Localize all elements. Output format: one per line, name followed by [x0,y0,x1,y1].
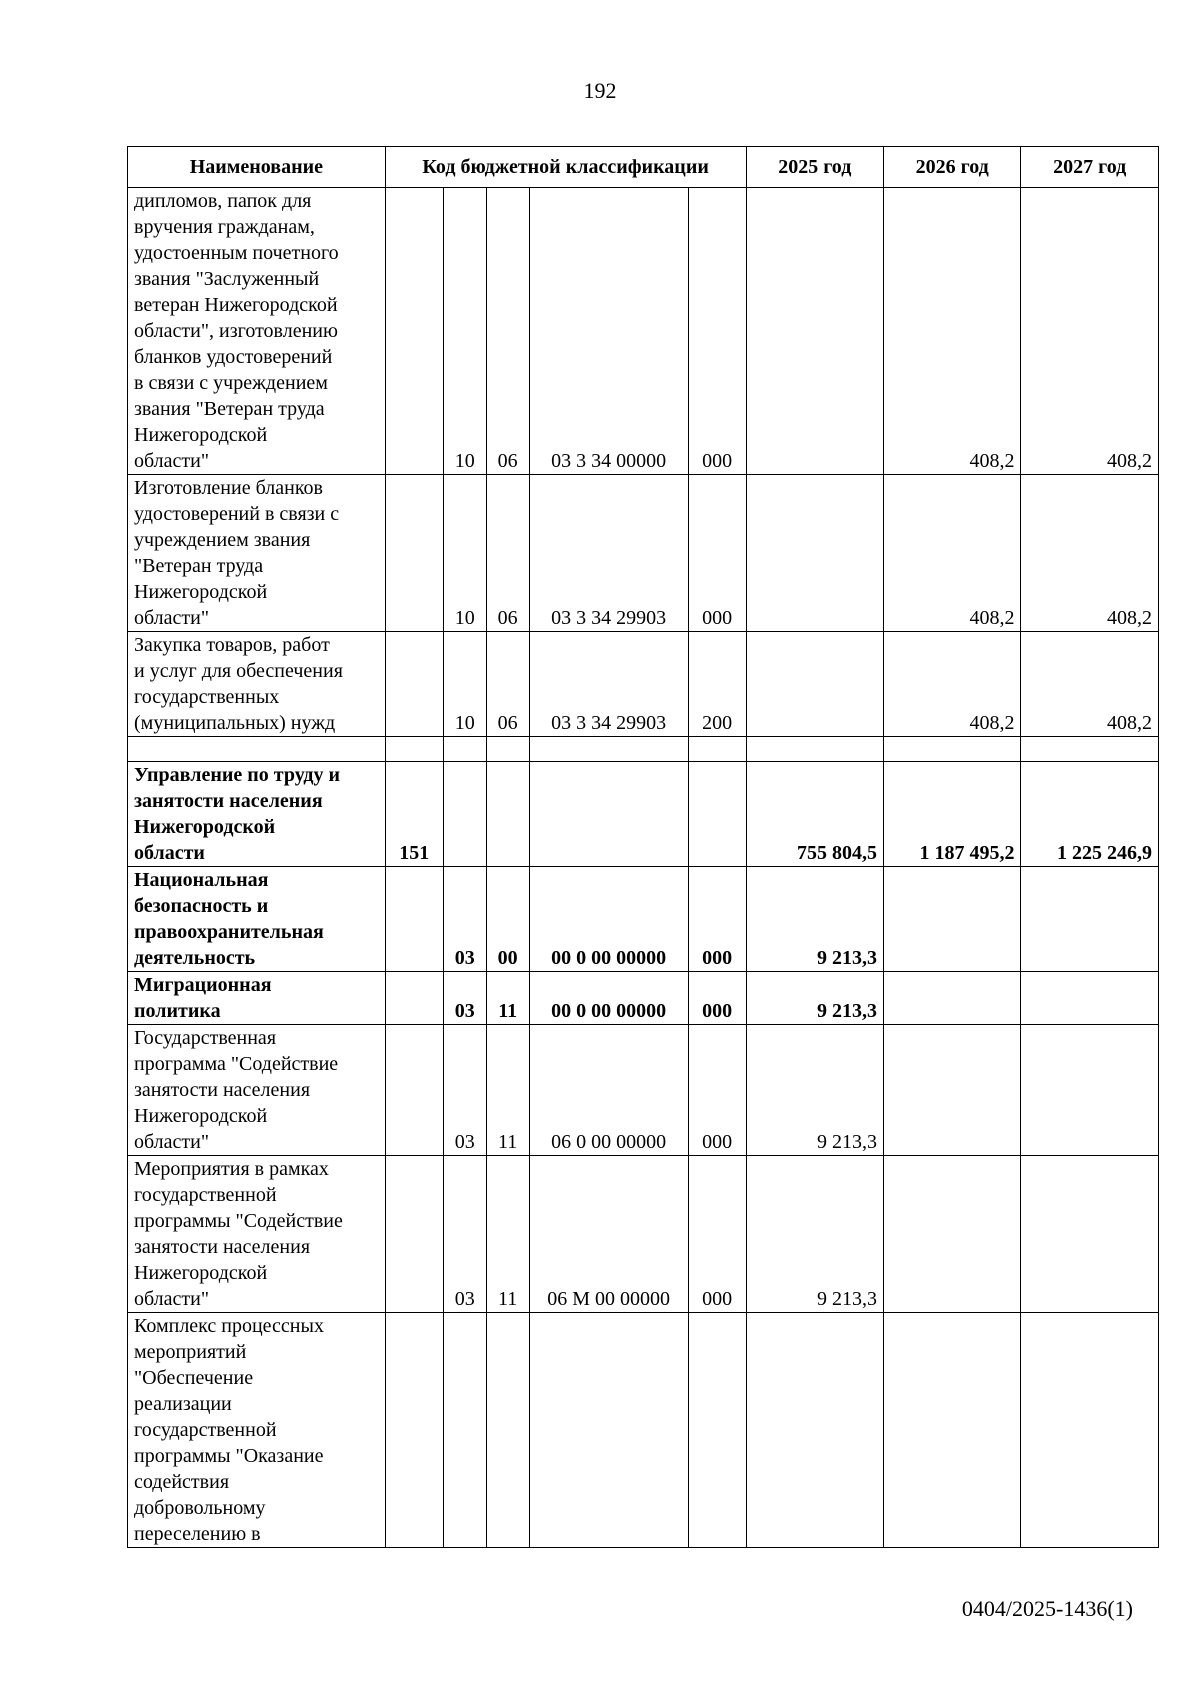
row-amount-2026 [884,867,1021,972]
row-amount-2027 [1021,1025,1159,1156]
row-pr-code: 06 [486,475,529,632]
table-header-row [128,147,1159,188]
row-vr-code: 000 [688,188,746,475]
row-amount-2025 [746,632,883,737]
row-amount-2026 [884,972,1021,1025]
table-row [128,1313,1159,1548]
row-rz-code: 03 [443,972,486,1025]
row-csr-code: 03 3 34 29903 [529,632,688,737]
row-amount-2025: 9 213,3 [746,972,883,1025]
row-name: Государственная программа "Содействие занятости населения Нижегородской области" [128,1025,386,1156]
table-row [128,867,1159,972]
row-vr-code [688,1313,746,1548]
header-code: Код бюджетной классификации [385,147,746,188]
row-pr-code [486,1313,529,1548]
header-2027: 2027 год [1021,147,1159,188]
row-amount-2027: 408,2 [1021,475,1159,632]
row-name: Мероприятия в рамках государственной программы "Содействие занятости населения Нижегородской области" [128,1156,386,1313]
header-name: Наименование [128,147,386,188]
row-rz-code: 03 [443,1156,486,1313]
row-vr-code: 000 [688,972,746,1025]
row-amount-2025 [746,1313,883,1548]
page-number: 192 [583,78,617,103]
row-amount-2025 [746,188,883,475]
row-csr-code: 06 М 00 00000 [529,1156,688,1313]
row-gr-code [385,867,443,972]
row-name: Национальная безопасность и правоохранительная деятельность [128,867,386,972]
row-amount-2025: 9 213,3 [746,867,883,972]
row-csr-code: 03 3 34 29903 [529,475,688,632]
row-name: Изготовление бланков удостоверений в связи с учреждением звания "Ветеран труда Нижегородской области" [128,475,386,632]
table-row [128,1025,1159,1156]
row-vr-code: 200 [688,632,746,737]
header-2026: 2026 год [884,147,1021,188]
row-gr-code [385,972,443,1025]
row-rz-code: 03 [443,1025,486,1156]
row-vr-code: 000 [688,475,746,632]
header-2025: 2025 год [746,147,883,188]
row-amount-2027 [1021,737,1159,762]
row-amount-2025 [746,475,883,632]
row-csr-code: 00 0 00 00000 [529,972,688,1025]
row-vr-code: 000 [688,867,746,972]
row-amount-2025: 755 804,5 [746,762,883,867]
row-name: Комплекс процессных мероприятий "Обеспечение реализации государственной программы "Оказание содействия добровольному переселению в [128,1313,386,1548]
row-pr-code: 06 [486,632,529,737]
table-row [128,632,1159,737]
row-amount-2027: 408,2 [1021,632,1159,737]
row-gr-code [385,475,443,632]
row-csr-code: 03 3 34 00000 [529,188,688,475]
row-amount-2026 [884,1025,1021,1156]
document-code: 0404/2025-1436(1) [961,1596,1133,1621]
row-name [128,737,386,762]
row-vr-code: 000 [688,1025,746,1156]
row-gr-code [385,1313,443,1548]
row-rz-code [443,1313,486,1548]
row-name: дипломов, папок для вручения гражданам, удостоенным почетного звания "Заслуженный ветеран Нижегородской области", изготовлению бланков удостоверений в связи с учреждением звания "Ветеран труда Нижегородской области" [128,188,386,475]
row-gr-code [385,1025,443,1156]
row-amount-2027 [1021,1156,1159,1313]
row-gr-code [385,737,443,762]
row-rz-code [443,737,486,762]
row-amount-2025: 9 213,3 [746,1156,883,1313]
row-amount-2027 [1021,972,1159,1025]
row-csr-code [529,737,688,762]
row-amount-2026: 408,2 [884,475,1021,632]
row-pr-code: 11 [486,1156,529,1313]
table-row [128,762,1159,867]
row-pr-code [486,737,529,762]
table-row [128,188,1159,475]
row-amount-2025: 9 213,3 [746,1025,883,1156]
row-name: Управление по труду и занятости населения Нижегородской области [128,762,386,867]
row-vr-code [688,762,746,867]
row-amount-2026 [884,737,1021,762]
row-csr-code: 06 0 00 00000 [529,1025,688,1156]
row-pr-code: 00 [486,867,529,972]
row-csr-code [529,762,688,867]
row-pr-code: 11 [486,972,529,1025]
row-pr-code: 06 [486,188,529,475]
spacer-row [128,737,1159,762]
row-amount-2026: 1 187 495,2 [884,762,1021,867]
row-rz-code: 10 [443,632,486,737]
row-amount-2027 [1021,867,1159,972]
row-gr-code: 151 [385,762,443,867]
row-amount-2026 [884,1156,1021,1313]
table-row [128,972,1159,1025]
row-name: Миграционная политика [128,972,386,1025]
table-body [128,188,1159,1548]
row-rz-code: 10 [443,188,486,475]
row-amount-2027 [1021,1313,1159,1548]
row-vr-code: 000 [688,1156,746,1313]
row-vr-code [688,737,746,762]
row-gr-code [385,188,443,475]
row-rz-code [443,762,486,867]
table-row [128,475,1159,632]
row-pr-code: 11 [486,1025,529,1156]
row-amount-2027: 408,2 [1021,188,1159,475]
row-csr-code: 00 0 00 00000 [529,867,688,972]
row-amount-2026 [884,1313,1021,1548]
row-pr-code [486,762,529,867]
row-amount-2026: 408,2 [884,188,1021,475]
row-csr-code [529,1313,688,1548]
row-gr-code [385,632,443,737]
row-amount-2026: 408,2 [884,632,1021,737]
table-row [128,1156,1159,1313]
budget-table [127,146,1159,1548]
row-gr-code [385,1156,443,1313]
row-rz-code: 03 [443,867,486,972]
row-amount-2025 [746,737,883,762]
row-name: Закупка товаров, работ и услуг для обеспечения государственных (муниципальных) нужд [128,632,386,737]
row-amount-2027: 1 225 246,9 [1021,762,1159,867]
row-rz-code: 10 [443,475,486,632]
